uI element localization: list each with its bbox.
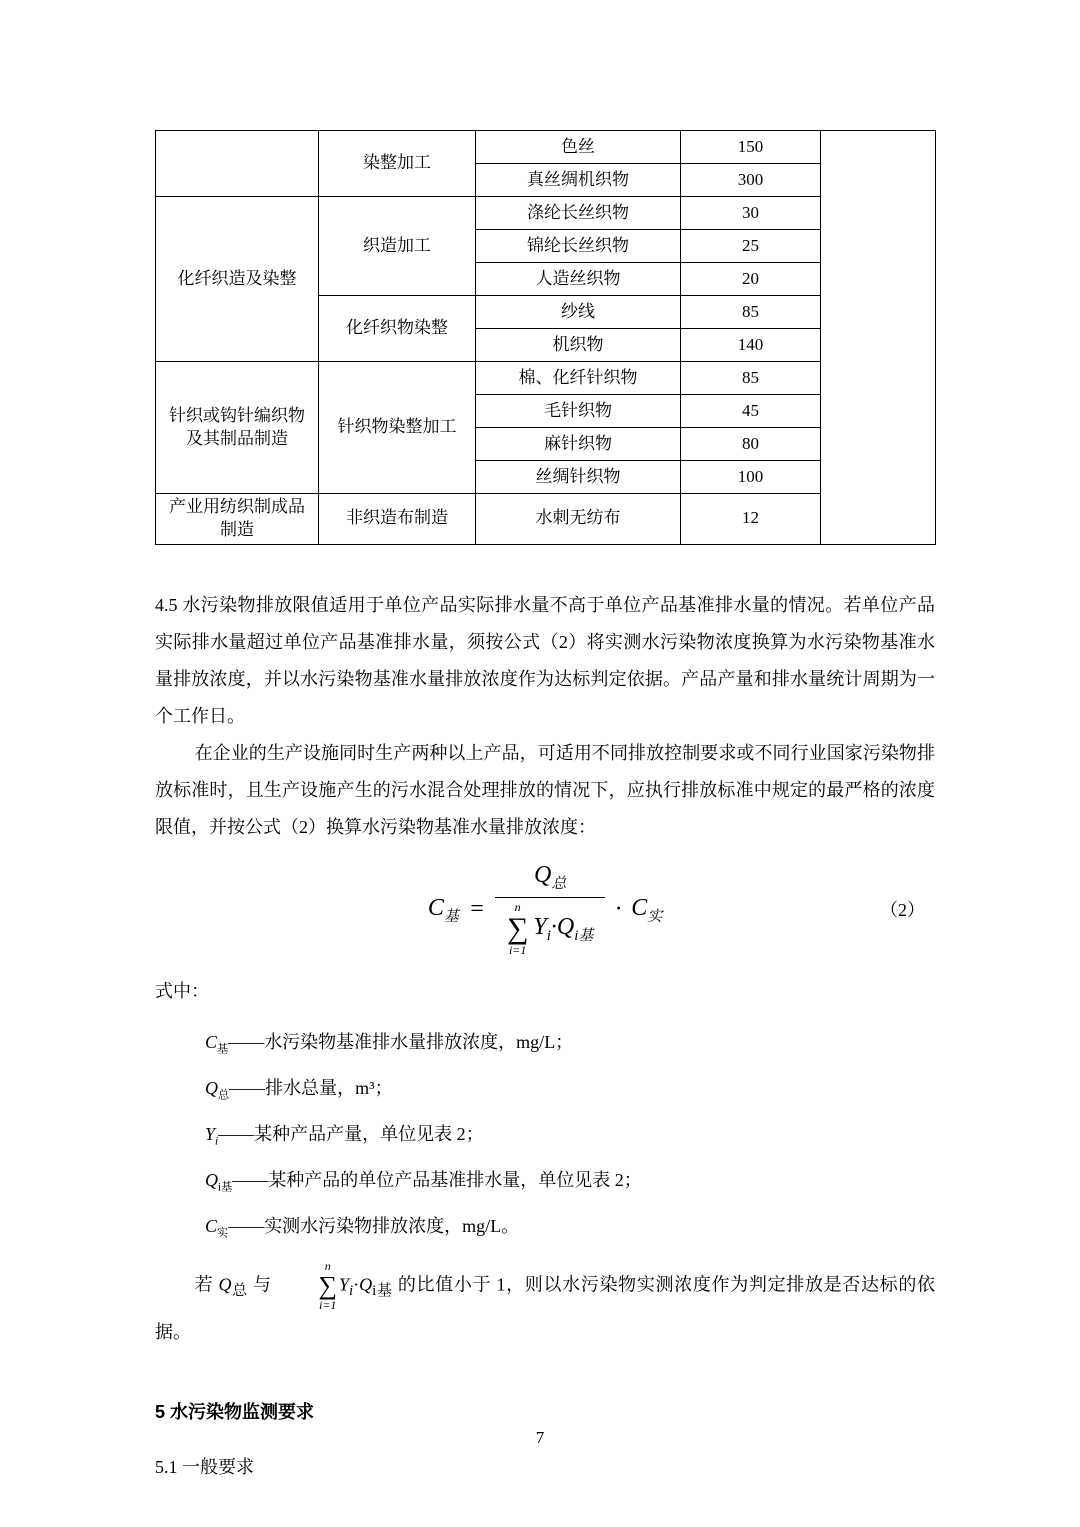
value-cell: 45 xyxy=(681,395,821,428)
value-cell: 100 xyxy=(681,461,821,494)
paragraph-mixed-discharge: 在企业的生产设施同时生产两种以上产品，可适用不同排放控制要求或不同行业国家污染物排放标准时，且生产设施产生的污水混合处理排放的情况下，应执行排放标准中规定的最严格的浓度限值，并按公式（2）换算水污染物基准水量排放浓度： xyxy=(155,742,935,837)
section-5-heading: 5 水污染物监测要求 xyxy=(155,1402,315,1423)
fraction-numerator: $Q_总$ xyxy=(533,861,567,892)
paragraph-4-5: 4.5 水污染物排放限值适用于单位产品实际排水量不高于单位产品基准排水量的情况。若单位产品实际排水量超过单位产品基准排水量，须按公式（2）将实测水污染物浓度换算为水污染物基准水量排放浓度，并以水污染物基准水量排放浓度作为达标判定依据。产品产量和排水量统计周期为一个工作日。 xyxy=(155,594,935,726)
denominator-term: $Y_i\cdot Q_{i基}$ xyxy=(533,913,594,944)
symbol-definitions xyxy=(155,1029,935,1240)
category-cell: 针织或钩针编织物及其制品制造 xyxy=(156,362,319,494)
equation-number: （2） xyxy=(880,900,925,921)
definition-y-i: $Y_i——$某种产品产量，单位见表 2； xyxy=(205,1123,484,1148)
table-row xyxy=(156,197,936,230)
product-cell: 人造丝织物 xyxy=(476,263,681,296)
category-cell: 化纤织造及染整 xyxy=(156,197,319,362)
sigma-icon: ∑ xyxy=(318,1271,337,1301)
sigma-operator: n ∑ i=1 xyxy=(506,899,529,957)
value-cell: 25 xyxy=(681,230,821,263)
dot-operator: · xyxy=(615,895,622,922)
value-cell: 300 xyxy=(681,164,821,197)
table-row xyxy=(156,494,936,545)
ratio-rule-paragraph: 若 $Q_总$ 与 n ∑ i=1 $Y_i\cdot Q_{i基}$ 的比值小于 1，则以水污染物实测浓度作为判定排放是否达标的依据。 xyxy=(155,1258,936,1343)
process-cell: 非织造布制造 xyxy=(319,494,476,545)
value-cell: 85 xyxy=(681,296,821,329)
product-cell: 真丝绸机织物 xyxy=(476,164,681,197)
product-cell: 机织物 xyxy=(476,329,681,362)
definition-c-base: $C_基——$水污染物基准排水量排放浓度，mg/L； xyxy=(205,1031,574,1056)
value-cell: 85 xyxy=(681,362,821,395)
process-cell: 染整加工 xyxy=(319,131,476,197)
value-cell: 80 xyxy=(681,428,821,461)
remark-cell xyxy=(821,131,936,545)
fraction-denominator xyxy=(495,897,605,957)
value-cell: 140 xyxy=(681,329,821,362)
product-cell: 色丝 xyxy=(476,131,681,164)
formula-2-block xyxy=(155,856,935,963)
process-cell: 针织物染整加工 xyxy=(319,362,476,494)
table-row xyxy=(156,131,936,164)
value-cell: 12 xyxy=(681,494,821,545)
product-cell: 麻针织物 xyxy=(476,428,681,461)
value-cell: 150 xyxy=(681,131,821,164)
product-cell: 纱线 xyxy=(476,296,681,329)
page-number: 7 xyxy=(535,1428,545,1447)
category-cell xyxy=(156,131,319,197)
where-label: 式中： xyxy=(155,980,209,1001)
value-cell: 20 xyxy=(681,263,821,296)
product-cell: 锦纶长丝织物 xyxy=(476,230,681,263)
definition-c-actual: $C_实——$实测水污染物排放浓度，mg/L。 xyxy=(205,1215,520,1240)
product-cell: 棉、化纤针织物 xyxy=(476,362,681,395)
formula-lhs: $C_基$ xyxy=(427,894,459,925)
product-cell: 涤纶长丝织物 xyxy=(476,197,681,230)
fraction xyxy=(495,862,605,957)
sigma-operator: n ∑ i=1 xyxy=(279,1260,337,1312)
definition-q-total: $Q_总——$排水总量，m³； xyxy=(205,1077,393,1102)
equals-sign: = xyxy=(468,895,485,922)
value-cell: 30 xyxy=(681,197,821,230)
process-cell: 织造加工 xyxy=(319,197,476,296)
page-content xyxy=(155,0,935,1479)
process-cell: 化纤织物染整 xyxy=(319,296,476,362)
sigma-icon: ∑ xyxy=(506,911,529,945)
formula-rhs: $C_实$ xyxy=(631,894,663,925)
product-cell: 丝绸针织物 xyxy=(476,461,681,494)
table-row xyxy=(156,362,936,395)
category-cell: 产业用纺织制成品制造 xyxy=(156,494,319,545)
definition-q-i-base: $Q_{i基}——$某种产品的单位产品基准排水量，单位见表 2； xyxy=(205,1169,642,1194)
unit-product-benchmark-table xyxy=(155,130,936,545)
product-cell: 水刺无纺布 xyxy=(476,494,681,545)
formula-2 xyxy=(155,856,935,963)
product-cell: 毛针织物 xyxy=(476,395,681,428)
section-5-1-heading: 5.1 一般要求 xyxy=(155,1457,254,1478)
